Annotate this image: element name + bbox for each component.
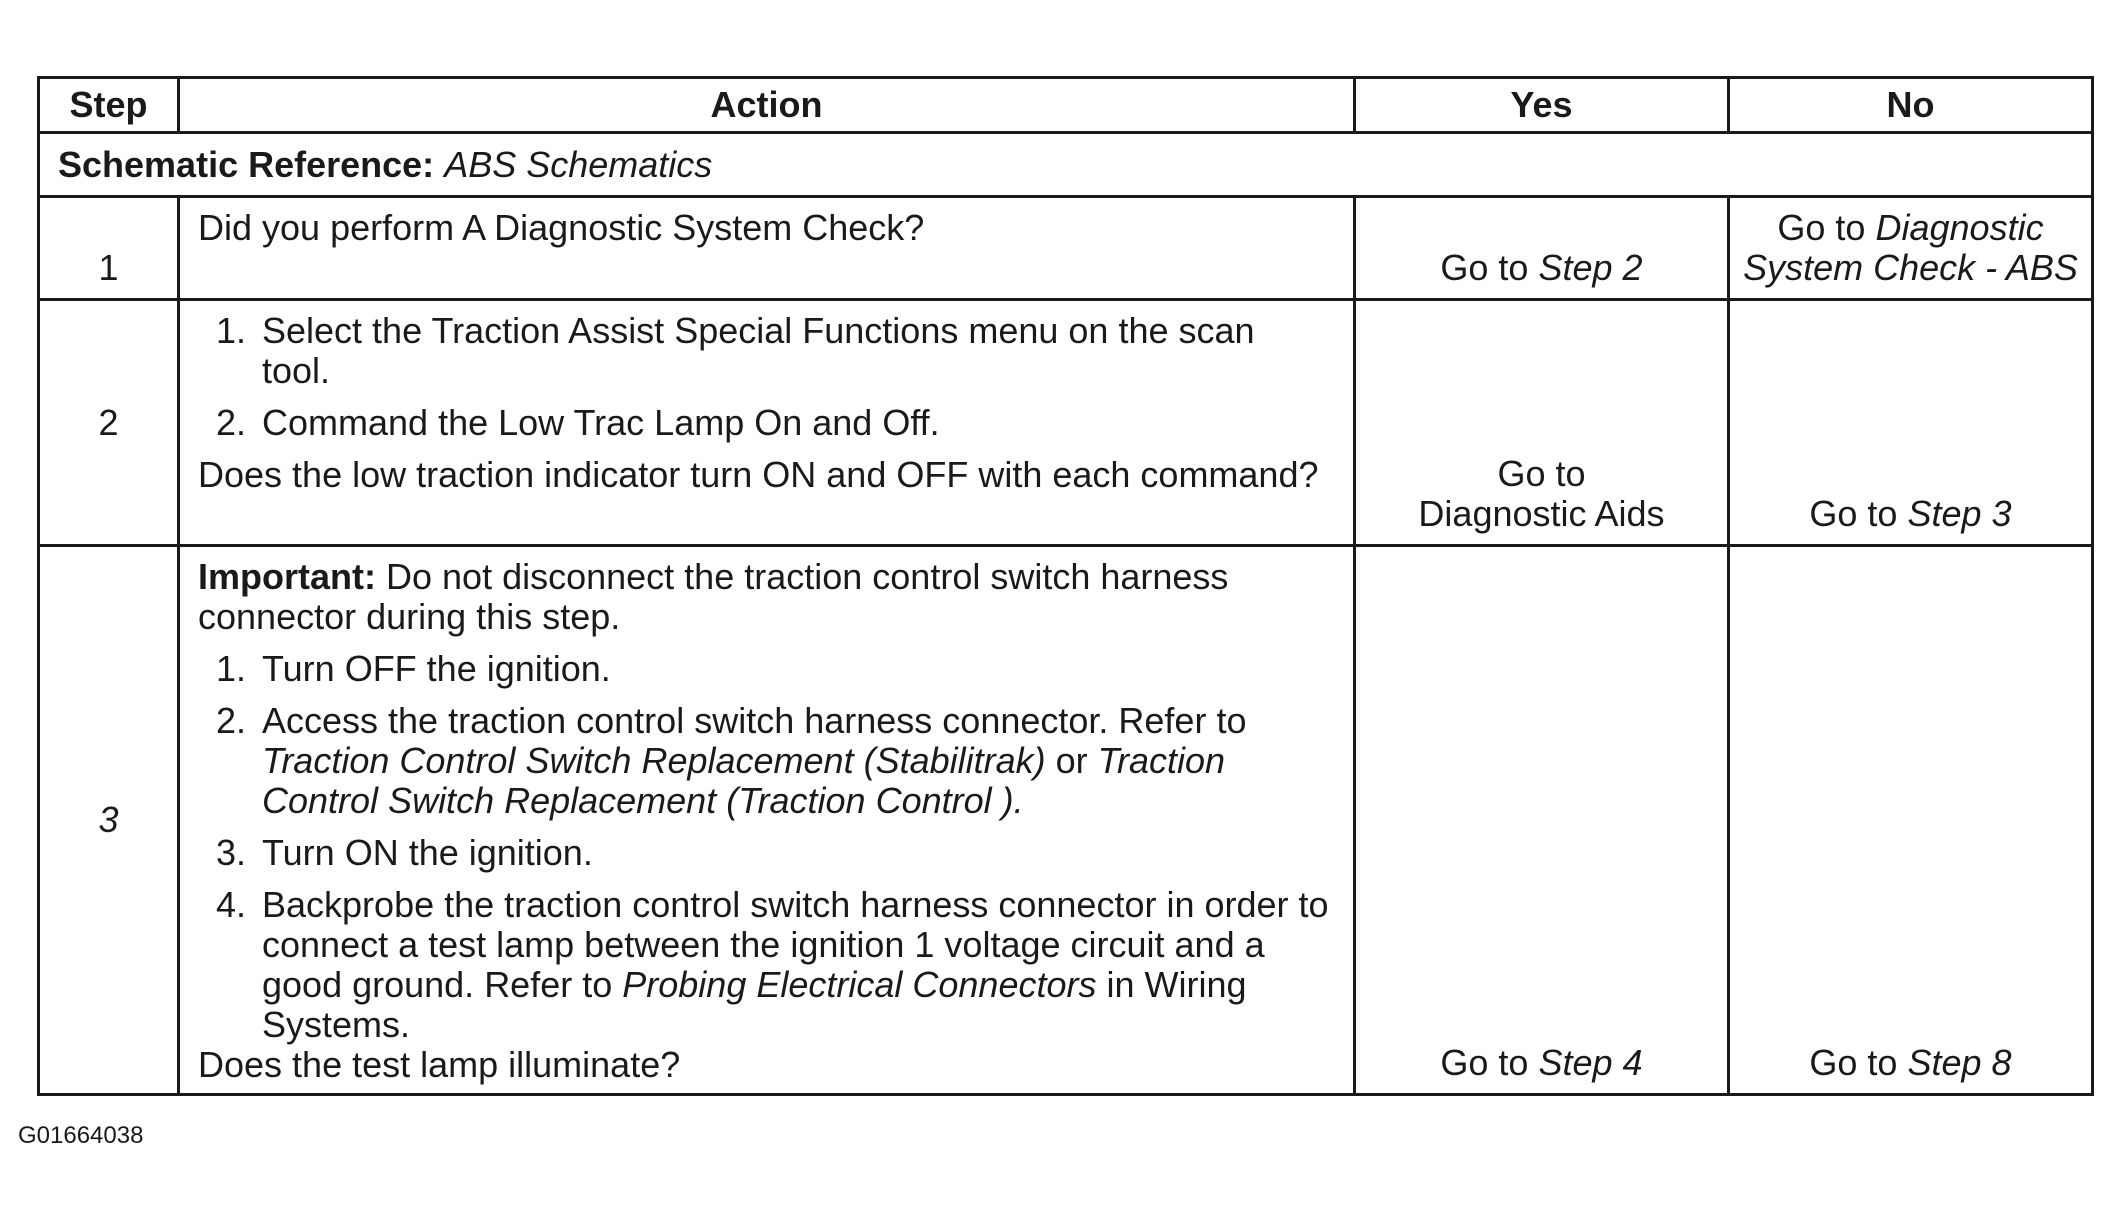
no-prefix: Go to	[1777, 207, 1866, 248]
procedure-link[interactable]: Traction Control Switch Replacement (Stabilitrak)	[262, 740, 1046, 781]
no-cell	[1729, 546, 2093, 1095]
action-cell	[179, 197, 1355, 300]
header-row	[39, 78, 2093, 133]
table-row	[39, 546, 2093, 1095]
no-link-line2[interactable]: System Check - ABS	[1743, 247, 2078, 288]
yes-cell	[1355, 197, 1729, 300]
no-cell	[1729, 197, 2093, 300]
header-action: Action	[179, 78, 1355, 133]
action-cell	[179, 300, 1355, 546]
reference-link[interactable]: ABS Schematics	[444, 143, 713, 185]
list-item: 2. Command the Low Trac Lamp On and Off.	[215, 402, 940, 443]
important-text: Do not disconnect the traction control switch harness connector during this step.	[198, 556, 1229, 637]
no-link[interactable]: Step 8	[1907, 1042, 2012, 1083]
list-item: 2. Access the traction control switch harness connector. Refer to Traction Control Switch Replacement (Stabilitrak) or Traction Control Switch Replacement (Traction Control ).	[215, 700, 1247, 821]
no-cell	[1729, 300, 2093, 546]
yes-prefix: Go to	[1440, 1042, 1529, 1083]
procedure-link[interactable]: Probing Electrical Connectors	[622, 964, 1097, 1005]
yes-cell	[1355, 300, 1729, 546]
action-cell	[179, 546, 1355, 1095]
reference-label: Schematic Reference:	[58, 143, 435, 185]
step-number: 1	[39, 197, 179, 300]
step-number: 2	[39, 300, 179, 546]
important-label: Important:	[198, 556, 376, 597]
schematic-reference-row	[39, 133, 2093, 197]
list-item: 3. Turn ON the ignition.	[215, 832, 593, 873]
no-prefix: Go to	[1809, 1042, 1898, 1083]
procedure-link[interactable]: Traction Control Switch Replacement (Traction Control ).	[262, 740, 1226, 821]
yes-cell	[1355, 546, 1729, 1095]
yes-prefix: Go to	[1440, 247, 1529, 288]
yes-link[interactable]: Step 4	[1538, 1042, 1643, 1083]
yes-prefix: Go to	[1497, 453, 1586, 494]
no-link[interactable]: Diagnostic	[1875, 207, 2044, 248]
yes-link[interactable]: Step 2	[1538, 247, 1643, 288]
no-link[interactable]: Step 3	[1907, 493, 2012, 534]
question-text: Did you perform A Diagnostic System Check?	[198, 207, 925, 248]
step-number: 3	[39, 546, 179, 1095]
important-note	[198, 557, 1331, 637]
table-row	[39, 300, 2093, 546]
table-row	[39, 197, 2093, 300]
header-yes: Yes	[1355, 78, 1729, 133]
question-text: Does the test lamp illuminate?	[198, 1044, 681, 1085]
figure-code: G01664038	[18, 1122, 144, 1149]
yes-link[interactable]: Diagnostic Aids	[1418, 493, 1665, 534]
header-step: Step	[39, 78, 179, 133]
action-list	[198, 649, 1331, 1045]
action-list	[198, 311, 1331, 443]
list-item: 1. Turn OFF the ignition.	[215, 648, 611, 689]
schematic-reference	[39, 133, 2093, 197]
diagnostic-table	[37, 76, 2094, 1096]
header-no: No	[1729, 78, 2093, 133]
list-item: 1. Select the Traction Assist Special Functions menu on the scan tool.	[215, 310, 1255, 391]
question-text: Does the low traction indicator turn ON and OFF with each command?	[198, 454, 1319, 495]
list-item: 4. Backprobe the traction control switch harness connector in order to connect a test lamp between the ignition 1 voltage circuit and a good ground. Refer to Probing Electrical Connectors in Wiring Systems.	[215, 884, 1329, 1045]
no-prefix: Go to	[1809, 493, 1898, 534]
